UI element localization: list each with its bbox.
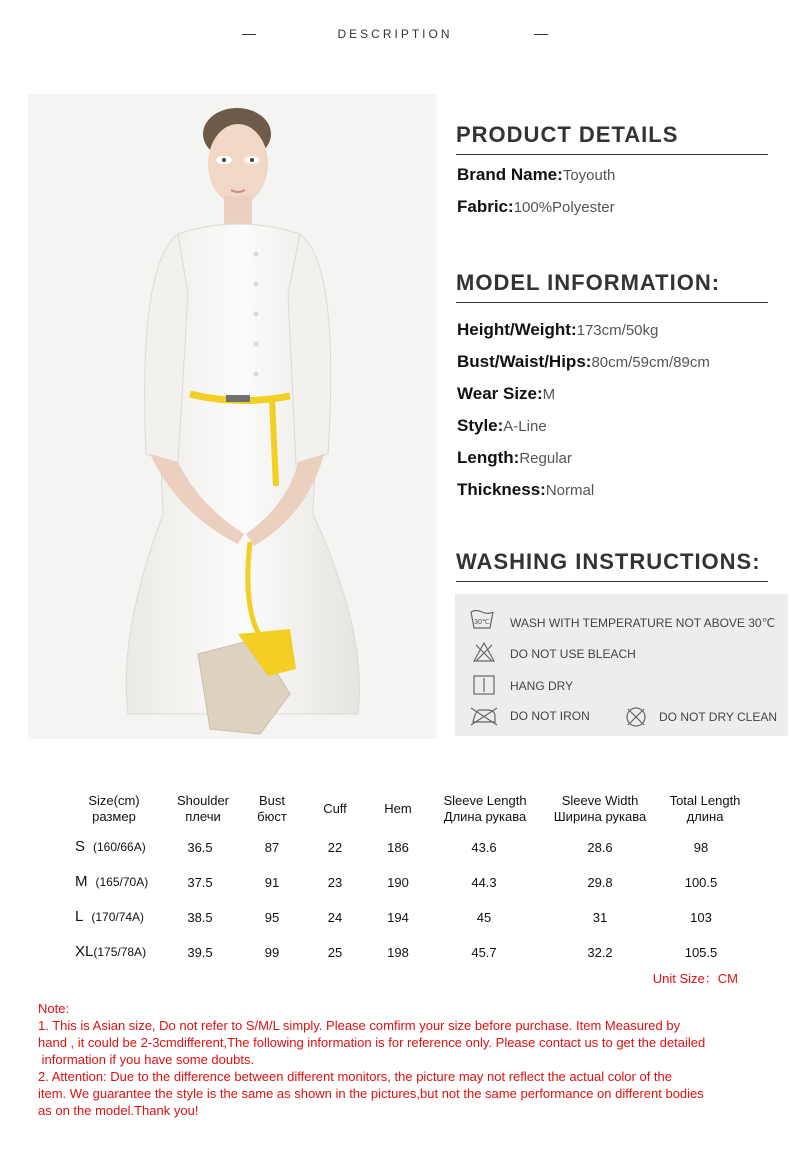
size-value-cell: 87 <box>264 840 280 855</box>
model-value: M <box>542 386 556 403</box>
model-value: 173cm/50kg <box>576 322 659 339</box>
model-value: A-Line <box>503 418 547 435</box>
washing-instructions-title: WASHING INSTRUCTIONS: <box>456 549 768 582</box>
note-line: item. We guarantee the style is the same as shown in the pictures,but not the same performance on different bodies <box>38 1086 704 1101</box>
model-row <box>457 384 555 404</box>
size-value-cell: 100.5 <box>684 875 718 890</box>
wash-instruction-text: HANG DRY <box>510 679 574 693</box>
note-block <box>38 1000 758 1119</box>
size-value-cell: 198 <box>387 945 409 960</box>
no-bleach-icon <box>473 642 495 662</box>
note-line: 1. This is Asian size, Do not refer to S/M/L simply. Please comfirm your size before purchase. Item Measured by <box>38 1018 681 1033</box>
model-label: Height/Weight: <box>457 320 577 339</box>
model-row <box>457 416 547 436</box>
size-value-cell: 99 <box>264 945 280 960</box>
model-row <box>457 320 658 340</box>
size-value-cell: 37.5 <box>187 875 213 890</box>
model-value: Regular <box>519 450 572 467</box>
size-value-cell: 103 <box>690 910 712 925</box>
fabric-value: 100%Polyester <box>513 199 615 216</box>
size-table-header: Size(cm) размер <box>88 793 140 824</box>
size-value-cell: 39.5 <box>187 945 213 960</box>
size-value-cell: 22 <box>327 840 343 855</box>
size-value-cell: 31 <box>592 910 608 925</box>
note-line: 2. Attention: Due to the difference between different monitors, the picture may not reflect the actual color of the <box>38 1069 673 1084</box>
wash-instruction-text: DO NOT USE BLEACH <box>510 647 636 661</box>
model-row <box>457 448 572 468</box>
size-value-cell: 29.8 <box>587 875 613 890</box>
no-dry-clean-icon <box>625 706 647 728</box>
size-value-cell: 38.5 <box>187 910 213 925</box>
size-value-cell: 194 <box>387 910 409 925</box>
size-value-cell: 23 <box>327 875 343 890</box>
size-value-cell: 32.2 <box>587 945 613 960</box>
size-cell: XL(175/78A) <box>75 943 147 960</box>
wash-30-icon <box>469 608 495 630</box>
size-table-header: Total Length длина <box>669 793 741 824</box>
size-table-header: Sleeve Length Длина рукава <box>443 793 527 824</box>
wash-temp-label: 30℃ <box>474 619 490 626</box>
size-table-header: Sleeve Width Ширина рукава <box>553 793 647 824</box>
model-label: Thickness: <box>457 480 546 499</box>
model-label: Bust/Waist/Hips: <box>457 352 592 371</box>
model-illustration <box>28 94 437 739</box>
size-value-cell: 105.5 <box>684 945 718 960</box>
note-line: information if you have some doubts. <box>38 1052 255 1067</box>
note-line: as on the model.Thank you! <box>38 1103 199 1118</box>
note-line: hand , it could be 2-3cmdifferent,The following information is for reference only. Please contact us to get the detailed <box>38 1035 706 1050</box>
fabric-label: Fabric: <box>457 197 514 216</box>
model-information-title: MODEL INFORMATION: <box>456 270 768 303</box>
size-cell: L (170/74A) <box>75 908 145 925</box>
size-value-cell: 91 <box>264 875 280 890</box>
size-value-cell: 98 <box>693 840 709 855</box>
product-details-title: PRODUCT DETAILS <box>456 122 768 155</box>
size-value-cell: 44.3 <box>471 875 497 890</box>
model-label: Wear Size: <box>457 384 543 403</box>
size-value-cell: 25 <box>327 945 343 960</box>
model-label: Length: <box>457 448 520 467</box>
washing-panel <box>455 594 788 736</box>
size-cell: S (160/66A) <box>75 838 146 855</box>
divider <box>534 34 548 35</box>
size-value-cell: 24 <box>327 910 343 925</box>
fabric-row <box>457 197 615 217</box>
size-value-cell: 190 <box>387 875 409 890</box>
model-value: Normal <box>545 482 595 499</box>
wash-instruction-text: DO NOT IRON <box>510 709 590 723</box>
brand-value: Toyouth <box>562 167 616 184</box>
wash-instruction-text: DO NOT DRY CLEAN <box>659 710 778 724</box>
no-iron-icon <box>469 706 499 726</box>
size-table-header: Bust бюст <box>257 793 287 824</box>
size-value-cell: 28.6 <box>587 840 613 855</box>
size-value-cell: 36.5 <box>187 840 213 855</box>
description-title: DESCRIPTION <box>337 27 453 41</box>
size-cell: M (165/70A) <box>75 873 149 890</box>
size-table-header: Shoulder плечи <box>176 793 230 824</box>
model-value: 80cm/59cm/89cm <box>591 354 710 371</box>
size-value-cell: 45.7 <box>471 945 497 960</box>
unit-size: Unit Size：CM <box>652 971 738 986</box>
hang-dry-icon <box>473 675 495 695</box>
size-value-cell: 43.6 <box>471 840 497 855</box>
size-value-cell: 186 <box>387 840 409 855</box>
description-header <box>0 26 790 46</box>
wash-instruction-text: WASH WITH TEMPERATURE NOT ABOVE 30℃ <box>510 616 776 630</box>
size-value-cell: 95 <box>264 910 280 925</box>
model-label: Style: <box>457 416 504 435</box>
size-table-header: Cuff <box>323 801 347 816</box>
model-row <box>457 480 594 500</box>
note-title: Note: <box>38 1001 70 1016</box>
model-photo <box>28 94 437 739</box>
brand-label: Brand Name: <box>457 165 563 184</box>
brand-row <box>457 165 615 185</box>
size-table-header: Hem <box>384 801 412 816</box>
model-row <box>457 352 710 372</box>
size-value-cell: 45 <box>476 910 492 925</box>
